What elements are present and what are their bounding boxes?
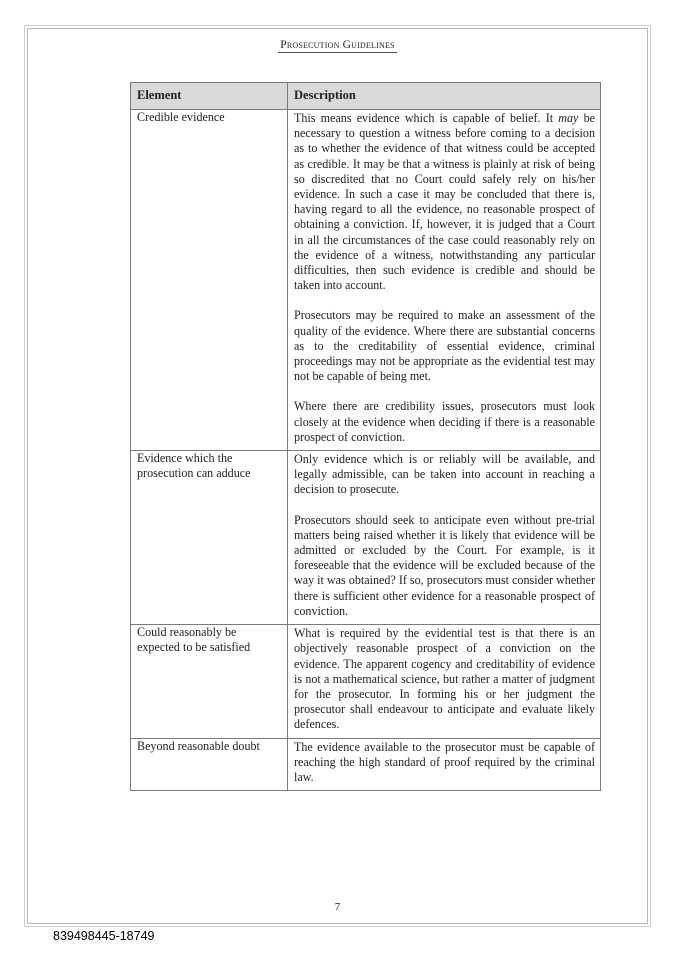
header-title: Prosecution Guidelines xyxy=(280,39,395,51)
element-cell: Evidence which the prosecution can adduce xyxy=(131,451,288,625)
running-header xyxy=(0,39,675,53)
description-paragraph: Prosecutors should seek to anticipate even without pre-trial matters being raised whether it is likely that evidence will be admitted or excluded by the Court. For example, is it foreseeable that the evidence will be excluded because of the way it was obtained? If so, prosecutors must consider whether there is sufficient other evidence for a reasonable prospect of conviction. xyxy=(294,512,595,618)
description-paragraph: Only evidence which is or reliably will be available, and legally admissible, can be taken into account in reaching a decision to prosecute. xyxy=(294,452,595,497)
element-cell: Could reasonably be expected to be satisfied xyxy=(131,625,288,738)
paragraph-text: be necessary to question a witness before coming to a decision as to whether the evidence of that witness could be accepted as credible. It may be that a witness is plainly at risk of being so discredited that no Court could safely rely on his/her evidence. In such a case it may be concluded that there is, having regard to all the evidence, no reasonable prospect of obtaining a conviction. If, however, it is judged that a Court in all the circumstances of the case could reasonably rely on the evidence of a witness, notwithstanding any particular difficulties, then such evidence is credible and should be taken into account. xyxy=(294,111,595,293)
description-cell xyxy=(288,110,601,451)
description-cell xyxy=(288,625,601,738)
page-number: 7 xyxy=(334,901,341,913)
description-cell xyxy=(288,738,601,791)
description-cell xyxy=(288,451,601,625)
table-row xyxy=(131,625,601,738)
table-row xyxy=(131,110,601,451)
description-paragraph: What is required by the evidential test is that there is an objectively reasonable prospect of a conviction on the evidence. The apparent cogency and creditability of evidence is not a mathematical science, but rather a matter of judgment for the prosecutor. In forming his or her judgment the prosecutor shall endeavour to anticipate and evaluate likely defences. xyxy=(294,626,595,732)
table-row xyxy=(131,451,601,625)
element-cell: Beyond reasonable doubt xyxy=(131,738,288,791)
column-header-description: Description xyxy=(288,83,601,110)
description-paragraph: The evidence available to the prosecutor must be capable of reaching the high standard of proof required by the criminal law. xyxy=(294,739,595,784)
description-paragraph: Where there are credibility issues, prosecutors must look closely at the evidence when deciding if there is a reasonable prospect of conviction. xyxy=(294,399,595,444)
document-id: 839498445-18749 xyxy=(53,929,155,943)
element-cell: Credible evidence xyxy=(131,110,288,451)
table-row xyxy=(131,738,601,791)
column-header-element: Element xyxy=(131,83,288,110)
description-paragraph: Prosecutors may be required to make an assessment of the quality of the evidence. Where there are substantial concerns as to the creditability of essential evidence, criminal proceedings may not be appropriate as the evidential test may not be capable of being met. xyxy=(294,308,595,384)
guidelines-table xyxy=(130,82,601,791)
description-paragraph xyxy=(294,111,595,293)
emphasis-text: may xyxy=(558,111,579,125)
paragraph-text: This means evidence which is capable of belief. It xyxy=(294,111,559,125)
table-header-row xyxy=(131,83,601,110)
